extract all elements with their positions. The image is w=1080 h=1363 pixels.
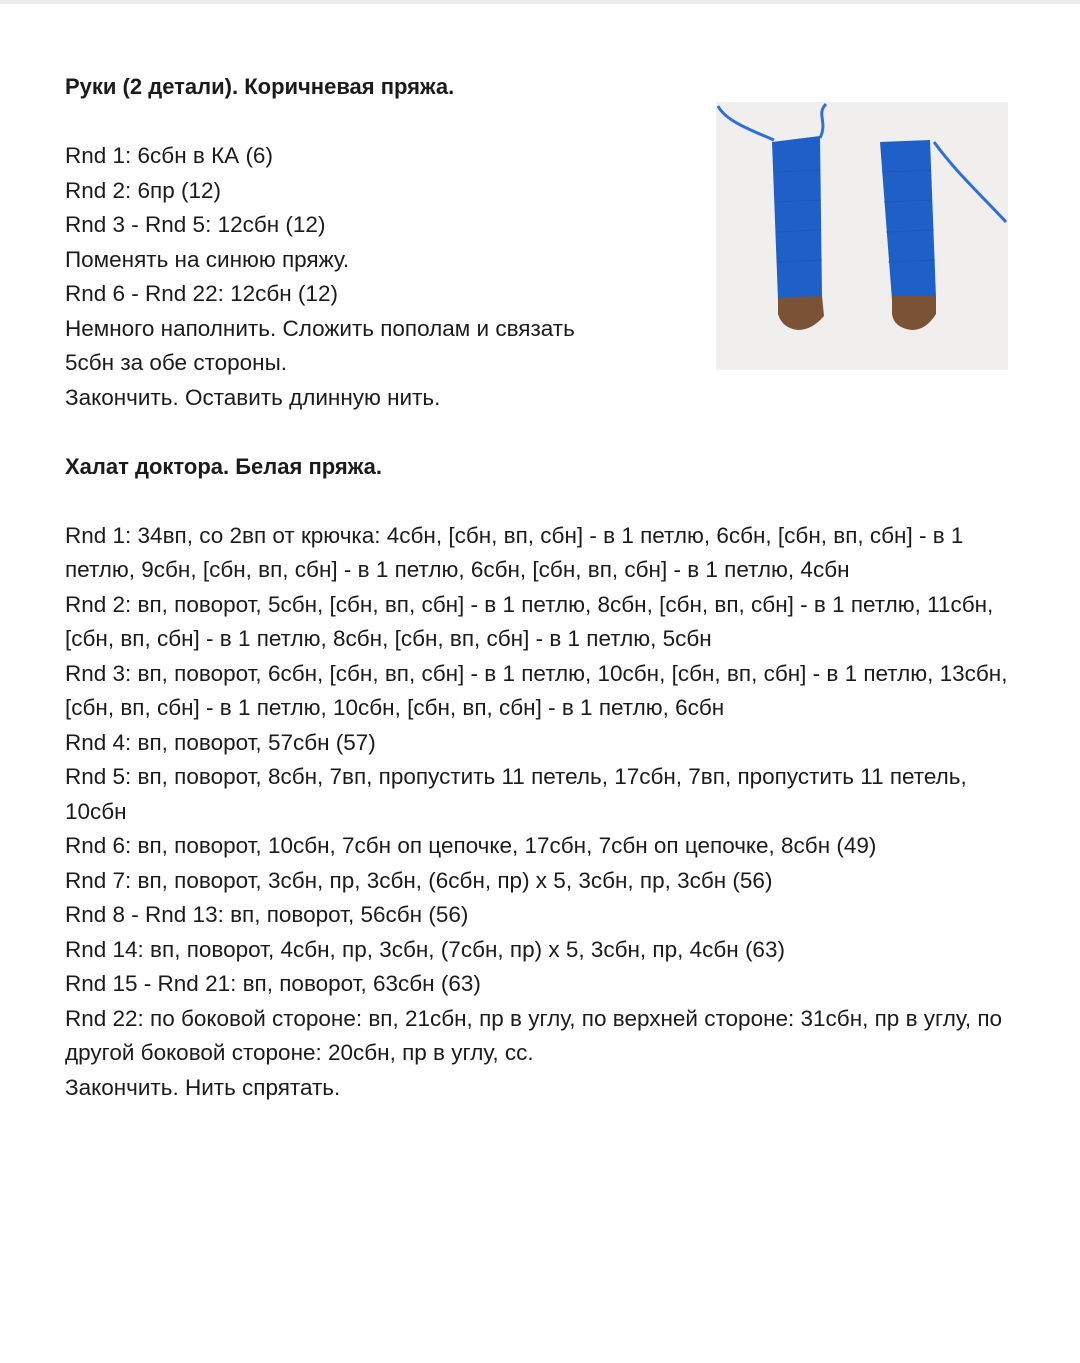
coat-round: Rnd 6: вп, поворот, 10сбн, 7сбн оп цепочке, 17сбн, 7сбн оп цепочке, 8сбн (49) xyxy=(65,833,877,858)
coat-round: Rnd 3: вп, поворот, 6сбн, [сбн, вп, сбн] - в 1 петлю, 10сбн, [сбн, вп, сбн] - в 1 петлю, 13сбн, [сбн, вп, сбн] - в 1 петлю, 10сбн, [сбн, вп, сбн] - в 1 петлю, 6сбн xyxy=(65,660,1008,720)
coat-round: Закончить. Нить спрятать. xyxy=(65,1074,341,1100)
arms-line: Немного наполнить. Сложить пополам и связать xyxy=(65,315,575,341)
coat-round: Rnd 22: по боковой стороне: вп, 21сбн, пр в углу, по верхней стороне: 31сбн, пр в углу, по другой боковой стороне: 20сбн, пр в углу, сс. xyxy=(65,1005,1003,1065)
arms-line: Rnd 6 - Rnd 22: 12сбн (12) xyxy=(65,281,338,306)
coat-round: Rnd 14: вп, поворот, 4сбн, пр, 3сбн, (7сбн, пр) x 5, 3сбн, пр, 4сбн (63) xyxy=(65,936,785,962)
arms-line: Rnd 1: 6сбн в КА (6) xyxy=(65,143,273,168)
photo-background xyxy=(716,102,1008,370)
coat-round: Rnd 8 - Rnd 13: вп, поворот, 56сбн (56) xyxy=(65,902,469,927)
coat-heading: Халат доктора. Белая пряжа. xyxy=(65,453,382,479)
coat-round: Rnd 7: вп, поворот, 3сбн, пр, 3сбн, (6сбн, пр) x 5, 3сбн, пр, 3сбн (56) xyxy=(65,867,773,893)
arms-section xyxy=(65,70,665,415)
arms-photo xyxy=(716,102,1008,370)
arms-line: Закончить. Оставить длинную нить. xyxy=(65,384,441,410)
coat-round: Rnd 1: 34вп, со 2вп от крючка: 4сбн, [сбн, вп, сбн] - в 1 петлю, 6сбн, [сбн, вп, сбн] - в 1 петлю, 9сбн, [сбн, вп, сбн] - в 1 петлю, 6сбн, [сбн, вп, сбн] - в 1 петлю, 4сбн xyxy=(65,522,964,582)
coat-round: Rnd 15 - Rnd 21: вп, поворот, 63сбн (63) xyxy=(65,971,481,996)
arms-line: 5сбн за обе стороны. xyxy=(65,350,288,375)
arms-heading: Руки (2 детали). Коричневая пряжа. xyxy=(65,74,455,99)
top-divider xyxy=(0,0,1080,4)
coat-round: Rnd 2: вп, поворот, 5сбн, [сбн, вп, сбн] - в 1 петлю, 8сбн, [сбн, вп, сбн] - в 1 петлю, 11сбн, [сбн, вп, сбн] - в 1 петлю, 8сбн, [сбн, вп, сбн] - в 1 петлю, 5сбн xyxy=(65,591,994,651)
arms-line: Поменять на синюю пряжу. xyxy=(65,246,350,272)
crocheted-arms-illustration xyxy=(716,102,1008,370)
coat-round: Rnd 4: вп, поворот, 57сбн (57) xyxy=(65,729,376,755)
coat-section xyxy=(65,450,1025,1106)
arms-line: Rnd 3 - Rnd 5: 12сбн (12) xyxy=(65,212,326,237)
coat-round: Rnd 5: вп, поворот, 8сбн, 7вп, пропустить 11 петель, 17сбн, 7вп, пропустить 11 петель, 10сбн xyxy=(65,764,967,824)
arms-line: Rnd 2: 6пр (12) xyxy=(65,177,222,203)
left-arm-blue xyxy=(772,136,822,300)
